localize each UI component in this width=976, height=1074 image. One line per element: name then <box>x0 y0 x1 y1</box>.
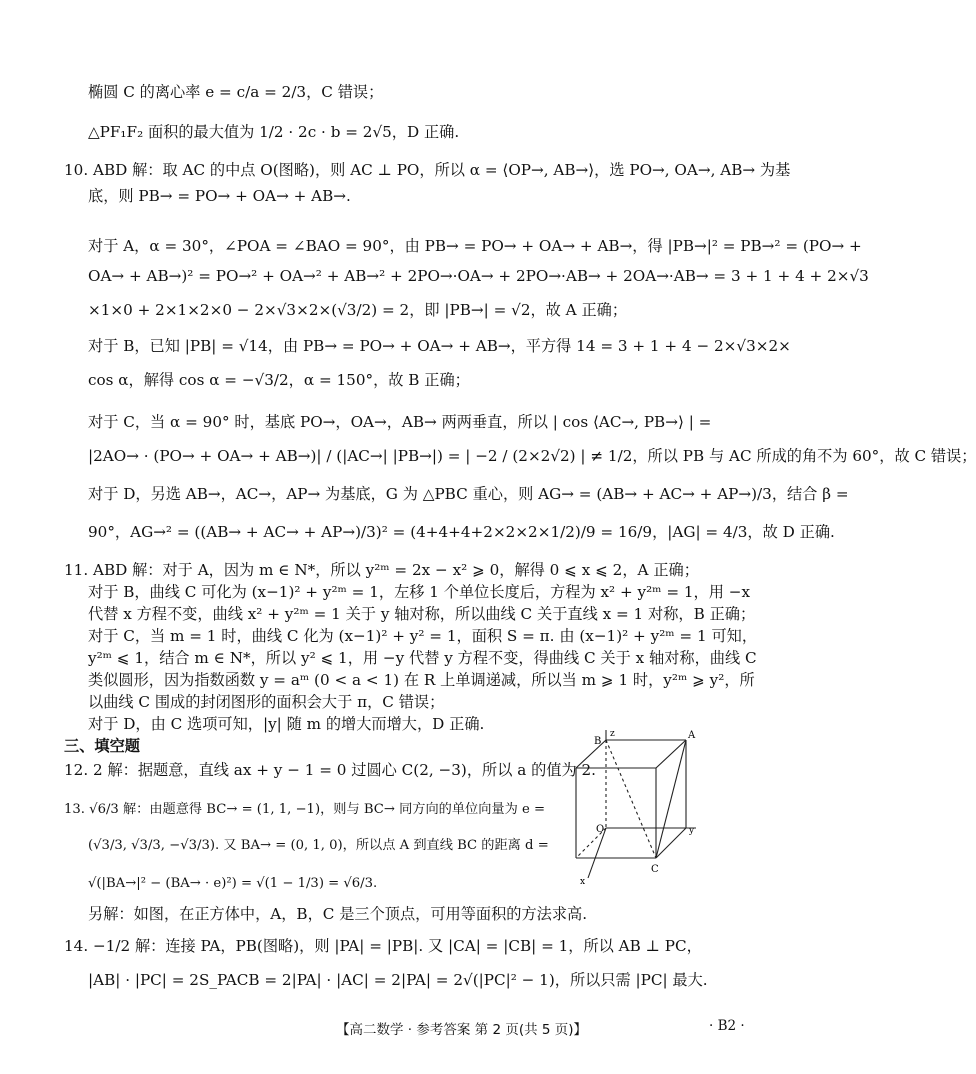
text-line: 12. 2 解：据题意，直线 ax + y − 1 = 0 过圆心 C(2, −3)，所以 a 的值为 2. <box>64 761 597 779</box>
text-line: 椭圆 C 的离心率 e = c/a = 2/3，C 错误； <box>88 83 384 101</box>
text-line: 以曲线 C 围成的封闭图形的面积会大于 π，C 错误； <box>88 693 445 711</box>
axis-z-label: z <box>610 729 615 739</box>
text-line: |2AO→ · (PO→ + OA→ + AB→)| / (|AC→| |PB→|) = | −2 / (2×2√2) | ≠ 1/2，所以 PB 与 AC 所成的角不为 60°，故 C 错误； <box>88 447 976 465</box>
text-line: 对于 A，α = 30°，∠POA = ∠BAO = 90°，由 PB→ = PO→ + OA→ + AB→，得 |PB→|² = PB→² = (PO→ + <box>88 237 862 255</box>
text-line: 另解：如图，在正方体中，A，B，C 是三个顶点，可用等面积的方法求高. <box>88 905 588 923</box>
text-line: 对于 D，另选 AB→，AC→，AP→ 为基底，G 为 △PBC 重心，则 AG→ = (AB→ + AC→ + AP→)/3，结合 β = <box>88 485 849 503</box>
text-line: △PF₁F₂ 面积的最大值为 1/2 · 2c · b = 2√5，D 正确. <box>88 123 460 141</box>
text-line: 10. ABD 解：取 AC 的中点 O(图略)，则 AC ⊥ PO，所以 α = ⟨OP→, AB→⟩，选 PO→, OA→, AB→ 为基 <box>64 161 791 179</box>
text-line: (√3/3, √3/3, −√3/3). 又 BA→ = (0, 1, 0)，所以点 A 到直线 BC 的距离 d = <box>88 838 549 853</box>
cube-diagram <box>566 728 698 888</box>
text-line: 11. ABD 解：对于 A，因为 m ∈ N*，所以 y²ᵐ = 2x − x² ⩾ 0，解得 0 ⩽ x ⩽ 2，A 正确； <box>64 561 699 579</box>
vertex-B-label: B <box>594 736 602 747</box>
page-footer: 【高二数学 · 参考答案 第 2 页(共 5 页)】 <box>336 1022 588 1038</box>
section-heading: 三、填空题 <box>64 737 140 755</box>
page-code: · B2 · <box>709 1018 745 1034</box>
text-line: cos α，解得 cos α = −√3/2，α = 150°，故 B 正确； <box>88 371 470 389</box>
vertex-C-label: C <box>651 864 659 875</box>
origin-O-label: O <box>596 824 605 835</box>
text-line: 对于 B，已知 |PB| = √14，由 PB→ = PO→ + OA→ + AB→，平方得 14 = 3 + 1 + 4 − 2×√3×2× <box>88 337 791 355</box>
axis-x-label: x <box>580 877 586 887</box>
text-line: 90°，AG→² = ((AB→ + AC→ + AP→)/3)² = (4+4+4+2×2×2×1/2)/9 = 16/9，|AG| = 4/3，故 D 正确. <box>88 523 835 541</box>
text-line: 对于 D，由 C 选项可知，|y| 随 m 的增大而增大，D 正确. <box>88 715 485 733</box>
text-line: 对于 C，当 α = 90° 时，基底 PO→，OA→，AB→ 两两垂直，所以 | cos ⟨AC→, PB→⟩ | = <box>88 413 712 431</box>
text-line: ×1×0 + 2×1×2×0 − 2×√3×2×(√3/2) = 2，即 |PB→| = √2，故 A 正确； <box>88 301 628 319</box>
text-line: |AB| · |PC| = 2S_PACB = 2|PA| · |AC| = 2|PA| = 2√(|PC|² − 1)，所以只需 |PC| 最大. <box>88 971 708 989</box>
text-line: 底，则 PB→ = PO→ + OA→ + AB→. <box>88 187 351 205</box>
text-line: OA→ + AB→)² = PO→² + OA→² + AB→² + 2PO→·OA→ + 2PO→·AB→ + 2OA→·AB→ = 3 + 1 + 4 + 2×√3 <box>88 267 869 285</box>
text-line: 对于 B，曲线 C 可化为 (x−1)² + y²ᵐ = 1，左移 1 个单位长度后，方程为 x² + y²ᵐ = 1，用 −x <box>88 583 751 601</box>
text-line: 14. −1/2 解：连接 PA，PB(图略)，则 |PA| = |PB|. 又 |CA| = |CB| = 1，所以 AB ⊥ PC， <box>64 937 702 955</box>
text-line: √(|BA→|² − (BA→ · e)²) = √(1 − 1/3) = √6/3. <box>88 876 378 891</box>
text-line: 代替 x 方程不变，曲线 x² + y²ᵐ = 1 关于 y 轴对称，所以曲线 C 关于直线 x = 1 对称，B 正确； <box>88 605 756 623</box>
text-line: 对于 C，当 m = 1 时，曲线 C 化为 (x−1)² + y² = 1，面积 S = π. 由 (x−1)² + y²ᵐ = 1 可知， <box>88 627 758 645</box>
axis-y-label: y <box>689 826 695 836</box>
vertex-A-label: A <box>688 730 696 741</box>
text-line: 13. √6/3 解：由题意得 BC→ = (1, 1, −1)，则与 BC→ 同方向的单位向量为 e = <box>64 802 546 817</box>
text-line: y²ᵐ ⩽ 1，结合 m ∈ N*，所以 y² ⩽ 1，用 −y 代替 y 方程不变，得曲线 C 关于 x 轴对称，曲线 C <box>88 649 757 667</box>
text-line: 类似圆形，因为指数函数 y = aᵐ (0 < a < 1) 在 R 上单调递减，所以当 m ⩾ 1 时，y²ᵐ ⩾ y²，所 <box>88 671 755 689</box>
